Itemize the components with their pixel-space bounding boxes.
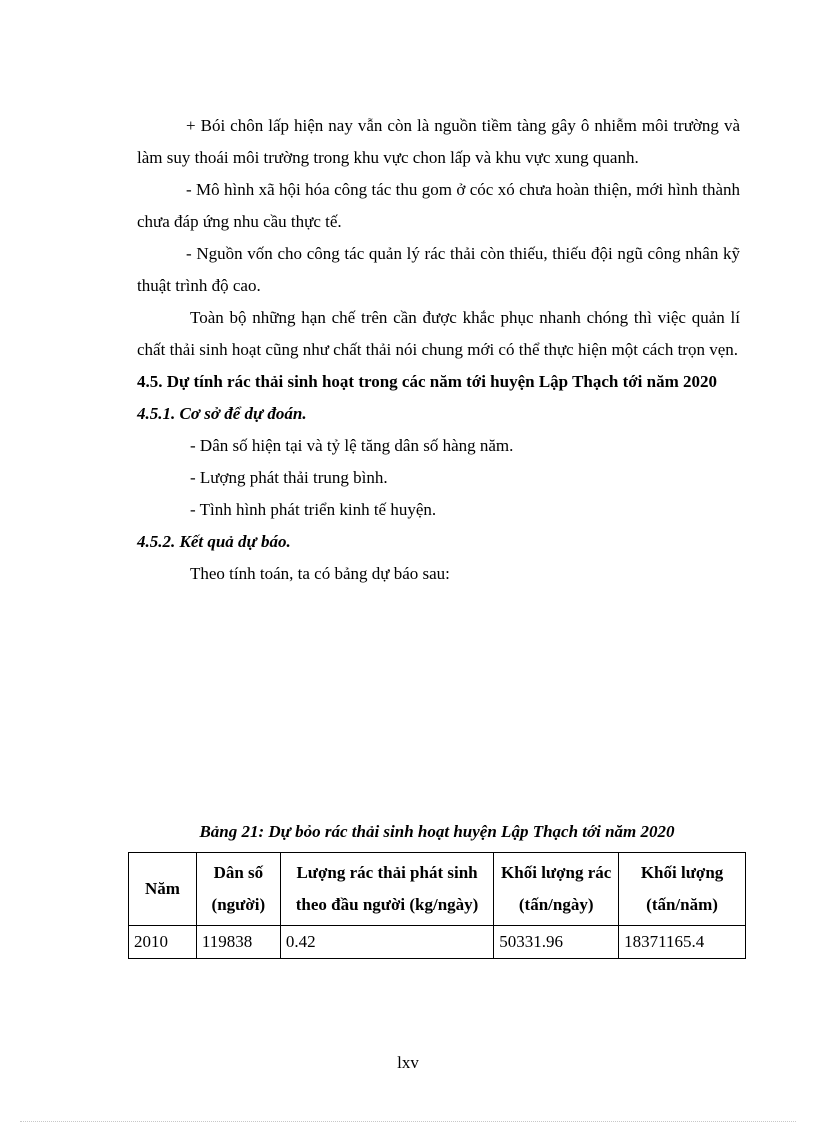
cell-waste-per-capita: 0.42 <box>280 926 493 959</box>
page-number: lxv <box>397 1053 419 1072</box>
forecast-table <box>128 852 746 959</box>
body-text <box>137 110 740 590</box>
table-header-row <box>129 853 746 926</box>
section-heading-4-5: 4.5. Dự tính rác thải sinh hoạt trong các năm tới huyện Lập Thạch tới năm 2020 <box>137 372 718 391</box>
list-item: - Tình hình phát triển kinh tế huyện. <box>190 500 437 519</box>
page-bottom-divider <box>20 1121 796 1122</box>
header-waste-per-year: Khối lượng (tấn/năm) <box>619 853 746 926</box>
cell-waste-per-day: 50331.96 <box>494 926 619 959</box>
header-waste-per-day: Khối lượng rác (tấn/ngày) <box>494 853 619 926</box>
table-caption: Bảng 21: Dự bỏo rác thải sinh hoạt huyện Lập Thạch tới năm 2020 <box>199 822 675 841</box>
cell-year: 2010 <box>129 926 197 959</box>
list-item: - Dân số hiện tại và tỷ lệ tăng dân số hàng năm. <box>190 436 514 455</box>
table-row <box>129 926 746 959</box>
header-waste-per-capita: Lượng rác thải phát sinh theo đầu người (kg/ngày) <box>280 853 493 926</box>
header-year: Năm <box>129 853 197 926</box>
paragraph-conclusion: Toàn bộ những hạn chế trên cần được khắc phục nhanh chóng thì việc quản lí chất thải sinh hoạt cũng như chất thải nói chung mới có thể thực hiện một cách trọn vẹn. <box>137 308 740 359</box>
paragraph-landfill: + Bói chôn lấp hiện nay vẫn còn là nguồn tiềm tàng gây ô nhiễm môi trường và làm suy thoái môi trường trong khu vực chon lấp và khu vực xung quanh. <box>137 116 740 167</box>
forecast-intro: Theo tính toán, ta có bảng dự báo sau: <box>190 564 450 583</box>
header-population: Dân số (người) <box>196 853 280 926</box>
cell-waste-per-year: 18371165.4 <box>619 926 746 959</box>
paragraph-socialization: - Mô hình xã hội hóa công tác thu gom ở cóc xó chưa hoàn thiện, mới hình thành chưa đáp ứng nhu cầu thực tế. <box>137 180 740 231</box>
section-heading-4-5-2: 4.5.2. Kết quả dự báo. <box>137 532 291 551</box>
cell-population: 119838 <box>196 926 280 959</box>
section-heading-4-5-1: 4.5.1. Cơ sở để dự đoán. <box>137 404 307 423</box>
paragraph-funding: - Nguồn vốn cho công tác quản lý rác thải còn thiếu, thiếu đội ngũ công nhân kỹ thuật trình độ cao. <box>137 244 740 295</box>
list-item: - Lượng phát thải trung bình. <box>190 468 388 487</box>
